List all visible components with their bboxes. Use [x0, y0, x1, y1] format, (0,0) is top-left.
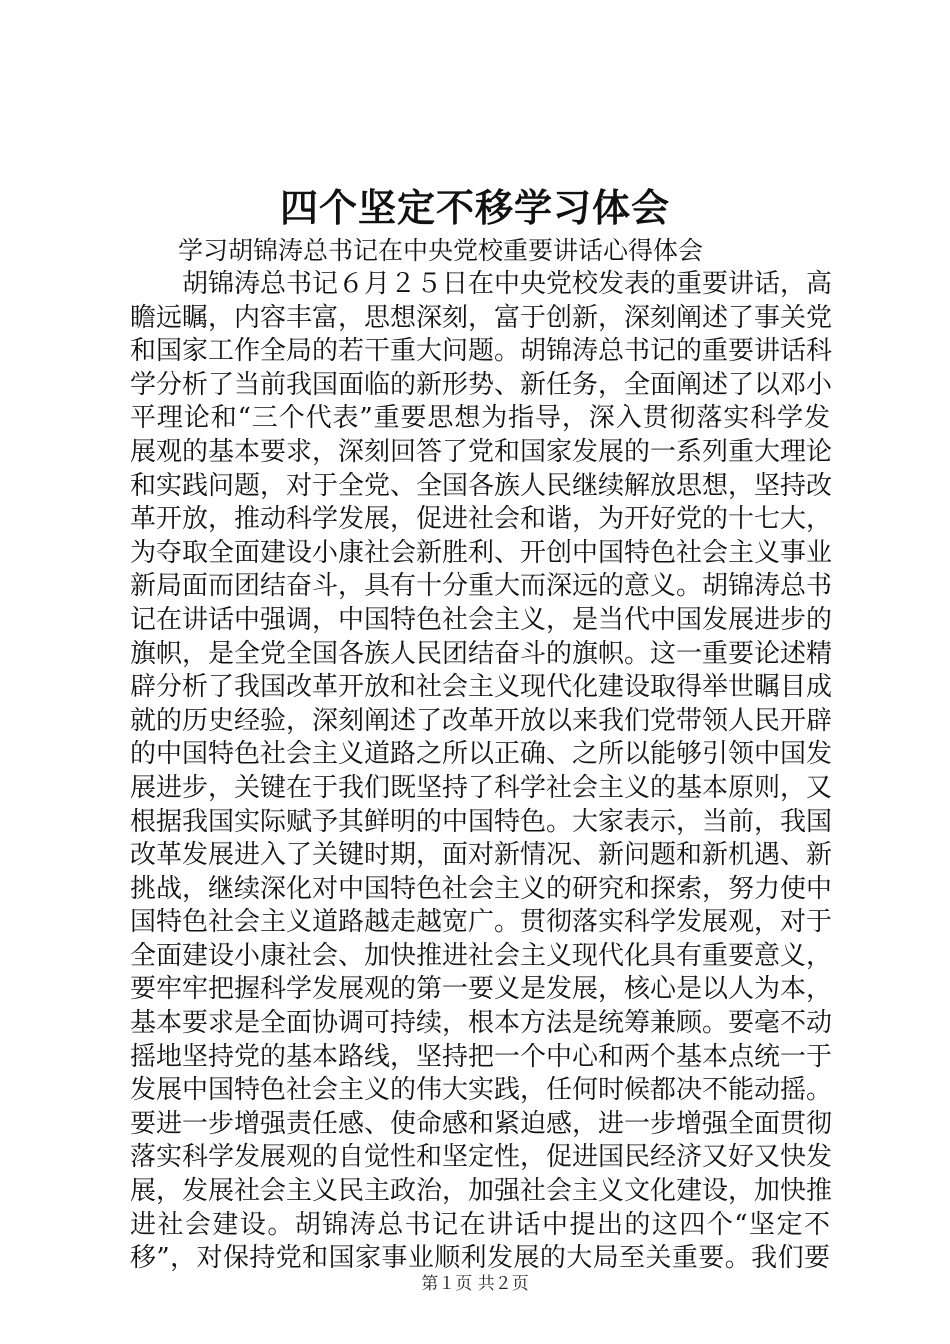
- body-line: 摇地坚持党的基本路线，坚持把一个中心和两个基本点统一于: [130, 1041, 833, 1072]
- body-line: 落实科学发展观的自觉性和坚定性，促进国民经济又好又快发: [130, 1142, 833, 1173]
- body-line: 学分析了当前我国面临的新形势、新任务，全面阐述了以邓小: [130, 369, 833, 400]
- body-line: 全面建设小康社会、加快推进社会主义现代化具有重要意义，: [130, 940, 833, 971]
- body-line: 新局面而团结奋斗，具有十分重大而深远的意义。胡锦涛总书: [130, 571, 833, 602]
- body-line: 记在讲话中强调，中国特色社会主义，是当代中国发展进步的: [130, 604, 833, 635]
- body-line: 展进步，关键在于我们既坚持了科学社会主义的基本原则，又: [130, 772, 833, 803]
- body-line: 根据我国实际赋予其鲜明的中国特色。大家表示，当前，我国: [130, 806, 833, 837]
- body-line: 旗帜，是全党全国各族人民团结奋斗的旗帜。这一重要论述精: [130, 638, 833, 669]
- body-text: [130, 268, 833, 1276]
- body-line: 革开放，推动科学发展，促进社会和谐，为开好党的十七大，: [130, 504, 833, 535]
- body-line: 国特色社会主义道路越走越宽广。贯彻落实科学发展观，对于: [130, 907, 833, 938]
- body-line: 进社会建设。胡锦涛总书记在讲话中提出的这四个“坚定不: [130, 1209, 830, 1240]
- body-line: 发展中国特色社会主义的伟大实践，任何时候都决不能动摇。: [130, 1075, 833, 1106]
- body-line: 要牢牢把握科学发展观的第一要义是发展，核心是以人为本，: [130, 974, 833, 1005]
- body-line: 基本要求是全面协调可持续，根本方法是统筹兼顾。要毫不动: [130, 1008, 833, 1039]
- page-title: 四个坚定不移学习体会: [279, 186, 670, 230]
- body-line: 瞻远瞩，内容丰富，思想深刻，富于创新，深刻阐述了事关党: [130, 302, 833, 333]
- body-line: 为夺取全面建设小康社会新胜利、开创中国特色社会主义事业: [130, 537, 833, 568]
- body-line: 展观的基本要求，深刻回答了党和国家发展的一系列重大理论: [130, 436, 833, 467]
- body-line: 的中国特色社会主义道路之所以正确、之所以能够引领中国发: [130, 739, 833, 770]
- page-footer: 第１页 共２页: [421, 1274, 529, 1294]
- body-line: 胡锦涛总书记６月２５日在中央党校发表的重要讲话，高: [182, 269, 833, 299]
- body-line: 移”，对保持党和国家事业顺利发展的大局至关重要。我们要: [130, 1243, 830, 1274]
- body-line: 就的历史经验，深刻阐述了改革开放以来我们党带领人民开辟: [130, 705, 833, 736]
- body-line: 挑战，继续深化对中国特色社会主义的研究和探索，努力使中: [130, 873, 833, 904]
- body-line: 要进一步增强责任感、使命感和紧迫感，进一步增强全面贯彻: [130, 1108, 833, 1139]
- body-line: 展，发展社会主义民主政治，加强社会主义文化建设，加快推: [130, 1176, 833, 1207]
- body-line: 和实践问题，对于全党、全国各族人民继续解放思想，坚持改: [130, 470, 833, 501]
- body-line: 和国家工作全局的若干重大问题。胡锦涛总书记的重要讲话科: [130, 336, 833, 367]
- body-line: 改革发展进入了关键时期，面对新情况、新问题和新机遇、新: [130, 840, 833, 871]
- document-subtitle: 学习胡锦涛总书记在中央党校重要讲话心得体会: [178, 236, 704, 265]
- body-line: 辟分析了我国改革开放和社会主义现代化建设取得举世瞩目成: [130, 672, 833, 703]
- body-line: 平理论和“三个代表”重要思想为指导，深入贯彻落实科学发: [130, 403, 830, 434]
